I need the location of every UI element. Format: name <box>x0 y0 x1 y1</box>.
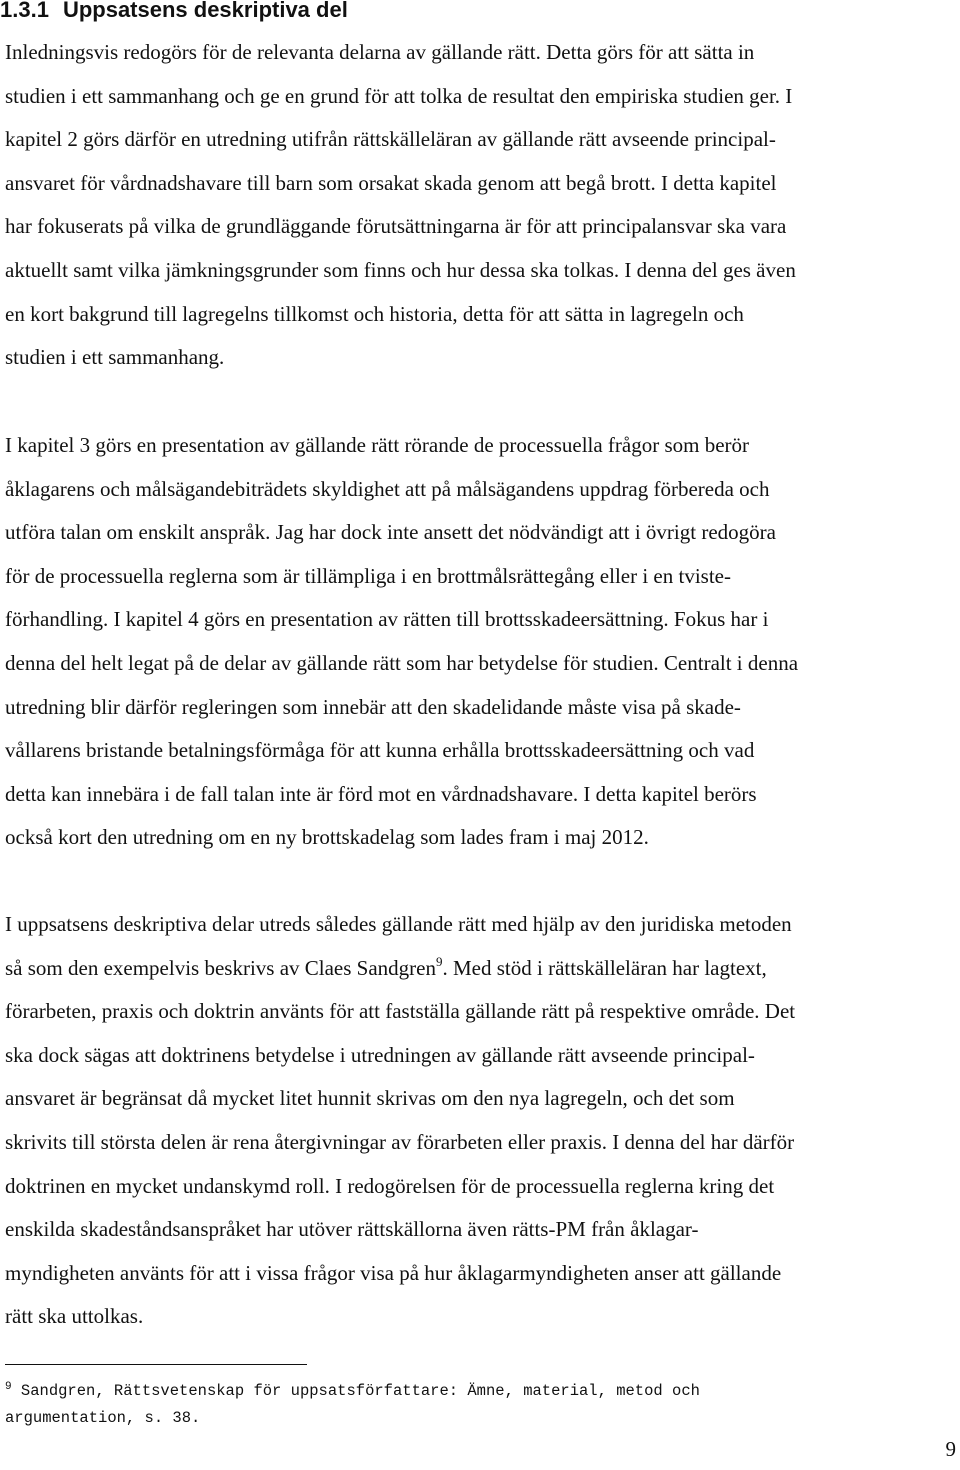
footnote-text-1: Sandgren, Rättsvetenskap för uppsatsförfattare: Ämne, material, metod och <box>11 1382 700 1400</box>
text-line: denna del helt legat på de delar av gällande rätt som har betydelse för studien. Centralt i denna <box>5 650 799 675</box>
section-title: Uppsatsens deskriptiva del <box>62 0 348 22</box>
footnote-reference[interactable]: 9 <box>436 953 443 969</box>
text-line: en kort bakgrund till lagregelns tillkomst och historia, detta för att sätta in lagregeln och <box>5 301 744 326</box>
footnote-line-start: så som den exempelvis beskrivs av Claes Sandgren <box>5 955 436 980</box>
text-line: förhandling. I kapitel 4 görs en presentation av rätten till brottsskadeersättning. Fokus har i <box>5 607 769 632</box>
footnote-divider <box>5 1364 307 1365</box>
footnote-line-end: . Med stöd i rättskälleläran har lagtext, <box>442 955 767 980</box>
text-line: för de processuella reglerna som är tillämpliga i en brottmålsrättegång eller i en tviste- <box>5 563 731 588</box>
paragraph-1 <box>5 31 960 380</box>
page-number: 9 <box>945 1437 956 1461</box>
text-line: studien i ett sammanhang. <box>5 345 225 370</box>
text-line: utredning blir därför regleringen som innebär att den skadelidande måste visa på skade- <box>5 694 741 719</box>
footnote-line <box>5 1378 700 1405</box>
text-line: ansvaret för vårdnadshavare till barn som orsakat skada genom att begå brott. I detta kapitel <box>5 170 777 195</box>
text-line-with-footnote <box>5 947 960 991</box>
text-line: kapitel 2 görs därför en utredning utifrån rättskälleläran av gällande rätt avseende principal- <box>5 127 776 152</box>
text-line: enskilda skadeståndsanspråket har utöver rättskällorna även rätts-PM från åklagar- <box>5 1217 699 1242</box>
text-line: I uppsatsens deskriptiva delar utreds således gällande rätt med hjälp av den juridiska metoden <box>5 912 792 936</box>
text-line: skrivits till största delen är rena återgivningar av förarbeten eller praxis. I denna del har därför <box>5 1129 795 1154</box>
text-line: aktuellt samt vilka jämkningsgrunder som finns och hur dessa ska tolkas. I denna del ges även <box>5 257 796 282</box>
text-line: åklagarens och målsägandebiträdets skyldighet att på målsägandens uppdrag förbereda och <box>5 476 770 501</box>
text-line: ansvaret är begränsat då mycket litet hunnit skrivas om den nya lagregeln, och det som <box>5 1086 735 1111</box>
text-line: ska dock sägas att doktrinens betydelse i utredningen av gällande rätt avseende principal- <box>5 1042 755 1067</box>
section-heading <box>0 0 348 28</box>
section-number: 1.3.1 <box>0 0 49 22</box>
text-line: också kort den utredning om en ny brottskadelag som lades fram i maj 2012. <box>5 825 649 850</box>
text-line: myndigheten använts för att i vissa frågor visa på hur åklagarmyndigheten anser att gällande <box>5 1260 782 1285</box>
paragraph-2 <box>5 424 960 860</box>
text-line: I kapitel 3 görs en presentation av gällande rätt rörande de processuella frågor som berör <box>5 433 750 457</box>
text-line: Inledningsvis redogörs för de relevanta delarna av gällande rätt. Detta görs för att sätta in <box>5 40 755 64</box>
footnote-text-2: argumentation, s. 38. <box>5 1409 201 1427</box>
text-line: studien i ett sammanhang och ge en grund för att tolka de resultat den empiriska studien ger. I <box>5 83 793 108</box>
text-line: förarbeten, praxis och doktrin använts för att fastställa gällande rätt på respektive område. Det <box>5 999 796 1024</box>
paragraph-3 <box>5 903 960 1339</box>
text-line: vållarens bristande betalningsförmåga för att kunna erhålla brottsskadeersättning och vad <box>5 738 755 763</box>
text-line: utföra talan om enskilt anspråk. Jag har dock inte ansett det nödvändigt att i övrigt redogöra <box>5 520 776 545</box>
footnote <box>5 1378 700 1432</box>
text-line: detta kan innebära i de fall talan inte är förd mot en vårdnadshavare. I detta kapitel berörs <box>5 781 757 806</box>
text-line: rätt ska uttolkas. <box>5 1304 144 1329</box>
text-line: har fokuserats på vilka de grundläggande förutsättningarna är för att principalansvar ska vara <box>5 214 787 239</box>
footnote-marker: 9 <box>5 1381 12 1393</box>
text-line: doktrinen en mycket undanskymd roll. I redogörelsen för de processuella reglerna kring det <box>5 1173 775 1198</box>
